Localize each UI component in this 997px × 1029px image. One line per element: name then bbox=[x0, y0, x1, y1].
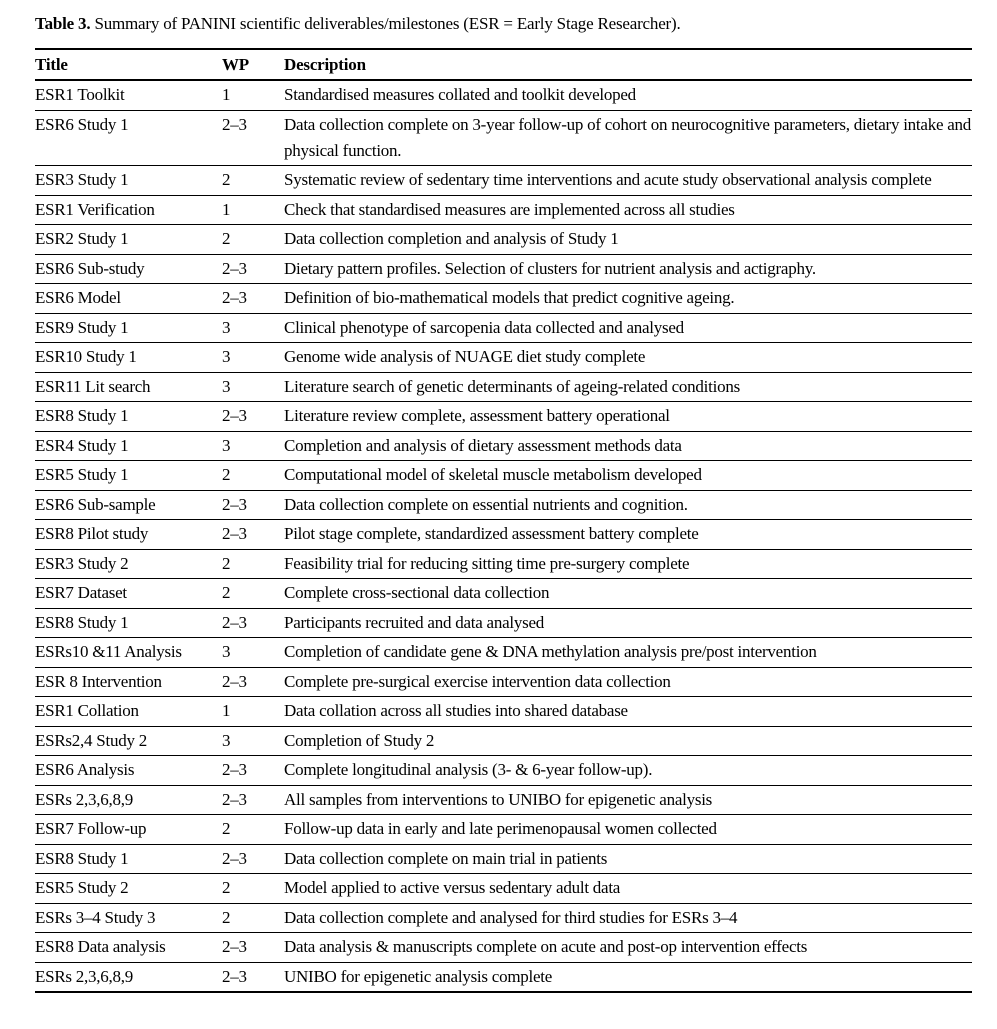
row-wp: 3 bbox=[222, 347, 231, 366]
row-wp: 2–3 bbox=[222, 406, 247, 425]
row-description: Follow-up data in early and late perimenopausal women collected bbox=[284, 819, 717, 838]
row-title: ESR8 Data analysis bbox=[35, 937, 166, 956]
table-row bbox=[35, 225, 972, 255]
row-wp: 2 bbox=[222, 170, 231, 189]
table-row bbox=[35, 343, 972, 373]
row-wp: 2–3 bbox=[222, 114, 247, 134]
row-description: Model applied to active versus sedentary adult data bbox=[284, 878, 621, 897]
row-title: ESR8 Study 1 bbox=[35, 406, 129, 425]
row-title: ESRs 2,3,6,8,9 bbox=[35, 789, 134, 809]
row-title: ESR7 Follow-up bbox=[35, 819, 147, 838]
row-title: ESR10 Study 1 bbox=[35, 347, 137, 366]
row-description: Data collection complete on essential nutrients and cognition. bbox=[284, 494, 688, 514]
row-description: Completion of Study 2 bbox=[284, 730, 435, 750]
table-row bbox=[35, 254, 972, 284]
column-header-wp: WP bbox=[222, 55, 249, 74]
table-row bbox=[35, 490, 972, 520]
deliverables-table bbox=[35, 48, 972, 993]
row-description: All samples from interventions to UNIBO for epigenetic analysis bbox=[284, 789, 713, 809]
table-row bbox=[35, 667, 972, 697]
table-row bbox=[35, 284, 972, 314]
row-title: ESR1 Toolkit bbox=[35, 85, 125, 104]
row-description: Standardised measures collated and toolkit developed bbox=[284, 85, 636, 104]
table-row bbox=[35, 962, 972, 992]
row-title: ESR6 Sub-sample bbox=[35, 494, 156, 514]
row-title: ESRs 3–4 Study 3 bbox=[35, 907, 156, 927]
row-title: ESR7 Dataset bbox=[35, 583, 127, 602]
row-wp: 2–3 bbox=[222, 494, 247, 514]
table-row bbox=[35, 195, 972, 225]
row-wp: 1 bbox=[222, 85, 231, 104]
table-caption-text: Summary of PANINI scientific deliverables/milestones (ESR = Early Stage Researcher). bbox=[90, 14, 681, 33]
row-description: Participants recruited and data analysed bbox=[284, 612, 544, 632]
table-row bbox=[35, 608, 972, 638]
table-row bbox=[35, 431, 972, 461]
row-title: ESRs2,4 Study 2 bbox=[35, 730, 147, 750]
row-title: ESR1 Collation bbox=[35, 701, 139, 720]
row-title: ESR3 Study 2 bbox=[35, 553, 129, 573]
row-wp: 2 bbox=[222, 229, 231, 248]
table-row bbox=[35, 874, 972, 904]
table-row bbox=[35, 166, 972, 196]
table-body bbox=[35, 80, 972, 992]
row-title: ESR8 Pilot study bbox=[35, 524, 149, 543]
row-description: Dietary pattern profiles. Selection of clusters for nutrient analysis and actigraphy. bbox=[284, 258, 816, 278]
row-title: ESR4 Study 1 bbox=[35, 435, 129, 455]
row-description: Data collection complete on main trial in patients bbox=[284, 848, 608, 868]
table-row bbox=[35, 844, 972, 874]
row-description: Computational model of skeletal muscle metabolism developed bbox=[284, 465, 702, 484]
row-wp: 2 bbox=[222, 878, 231, 897]
row-description: Literature search of genetic determinants of ageing-related conditions bbox=[284, 376, 740, 396]
row-title: ESR 8 Intervention bbox=[35, 671, 162, 691]
table-row bbox=[35, 520, 972, 550]
row-description: Complete pre-surgical exercise intervention data collection bbox=[284, 671, 671, 691]
row-title: ESR8 Study 1 bbox=[35, 848, 129, 868]
row-description: Data collection completion and analysis of Study 1 bbox=[284, 229, 619, 248]
table-row bbox=[35, 815, 972, 845]
table-row bbox=[35, 697, 972, 727]
column-header-title: Title bbox=[35, 55, 68, 74]
row-wp: 2–3 bbox=[222, 258, 247, 278]
row-description: Definition of bio-mathematical models that predict cognitive ageing. bbox=[284, 288, 735, 307]
row-description: Data collection complete on 3-year follow-up of cohort on neurocognitive parameters, dietary intake and physical function. bbox=[284, 114, 972, 160]
table-row bbox=[35, 756, 972, 786]
row-description: Feasibility trial for reducing sitting time pre-surgery complete bbox=[284, 553, 690, 573]
row-description: Pilot stage complete, standardized assessment battery complete bbox=[284, 524, 699, 543]
row-description: Completion and analysis of dietary assessment methods data bbox=[284, 435, 682, 455]
table-caption-label: Table 3. bbox=[35, 14, 91, 33]
row-title: ESR6 Model bbox=[35, 288, 121, 307]
table-row bbox=[35, 638, 972, 668]
row-title: ESR6 Study 1 bbox=[35, 114, 129, 134]
table-row bbox=[35, 903, 972, 933]
row-description: Clinical phenotype of sarcopenia data collected and analysed bbox=[284, 317, 684, 337]
row-title: ESR5 Study 2 bbox=[35, 878, 129, 897]
column-header-description: Description bbox=[284, 55, 366, 74]
table-row bbox=[35, 110, 972, 166]
table-row bbox=[35, 372, 972, 402]
row-title: ESR6 Analysis bbox=[35, 760, 135, 779]
row-wp: 2–3 bbox=[222, 789, 247, 809]
table-row bbox=[35, 80, 972, 110]
table-caption bbox=[35, 13, 972, 35]
table-row bbox=[35, 549, 972, 579]
table-row bbox=[35, 313, 972, 343]
row-wp: 2–3 bbox=[222, 671, 247, 691]
row-wp: 2 bbox=[222, 819, 231, 838]
row-wp: 2–3 bbox=[222, 937, 247, 956]
table-header bbox=[35, 49, 972, 80]
row-title: ESR1 Verification bbox=[35, 199, 155, 219]
row-description: Data collection complete and analysed for third studies for ESRs 3–4 bbox=[284, 907, 738, 927]
row-description: Systematic review of sedentary time interventions and acute study observational analysis complete bbox=[284, 170, 932, 189]
row-wp: 2 bbox=[222, 907, 231, 927]
row-description: Data analysis & manuscripts complete on acute and post-op intervention effects bbox=[284, 937, 808, 956]
table-row bbox=[35, 579, 972, 609]
row-wp: 2–3 bbox=[222, 288, 247, 307]
table-row bbox=[35, 402, 972, 432]
row-title: ESR8 Study 1 bbox=[35, 612, 129, 632]
table-row bbox=[35, 785, 972, 815]
row-description: UNIBO for epigenetic analysis complete bbox=[284, 966, 553, 986]
row-description: Complete longitudinal analysis (3- & 6-year follow-up). bbox=[284, 760, 653, 779]
row-title: ESR6 Sub-study bbox=[35, 258, 145, 278]
row-wp: 2 bbox=[222, 583, 231, 602]
row-wp: 3 bbox=[222, 376, 231, 396]
row-wp: 1 bbox=[222, 199, 231, 219]
row-wp: 2–3 bbox=[222, 848, 247, 868]
row-description: Completion of candidate gene & DNA methylation analysis pre/post intervention bbox=[284, 642, 817, 661]
row-description: Genome wide analysis of NUAGE diet study complete bbox=[284, 347, 646, 366]
row-title: ESR5 Study 1 bbox=[35, 465, 129, 484]
row-wp: 2–3 bbox=[222, 612, 247, 632]
row-description: Complete cross-sectional data collection bbox=[284, 583, 550, 602]
row-wp: 2–3 bbox=[222, 966, 247, 986]
row-title: ESR11 Lit search bbox=[35, 376, 151, 396]
row-wp: 2–3 bbox=[222, 760, 247, 779]
row-wp: 2 bbox=[222, 553, 231, 573]
row-wp: 3 bbox=[222, 642, 231, 661]
row-wp: 1 bbox=[222, 701, 231, 720]
row-title: ESR9 Study 1 bbox=[35, 317, 129, 337]
table-row bbox=[35, 933, 972, 963]
table-row bbox=[35, 726, 972, 756]
row-wp: 2 bbox=[222, 465, 231, 484]
row-title: ESR3 Study 1 bbox=[35, 170, 129, 189]
row-title: ESRs 2,3,6,8,9 bbox=[35, 966, 134, 986]
row-description: Literature review complete, assessment battery operational bbox=[284, 406, 670, 425]
table-header-row bbox=[35, 49, 972, 80]
table-row bbox=[35, 461, 972, 491]
row-description: Data collation across all studies into shared database bbox=[284, 701, 628, 720]
row-wp: 3 bbox=[222, 730, 231, 750]
row-wp: 3 bbox=[222, 435, 231, 455]
row-wp: 2–3 bbox=[222, 524, 247, 543]
row-title: ESRs10 &11 Analysis bbox=[35, 642, 182, 661]
row-wp: 3 bbox=[222, 317, 231, 337]
row-description: Check that standardised measures are implemented across all studies bbox=[284, 199, 735, 219]
row-title: ESR2 Study 1 bbox=[35, 229, 129, 248]
